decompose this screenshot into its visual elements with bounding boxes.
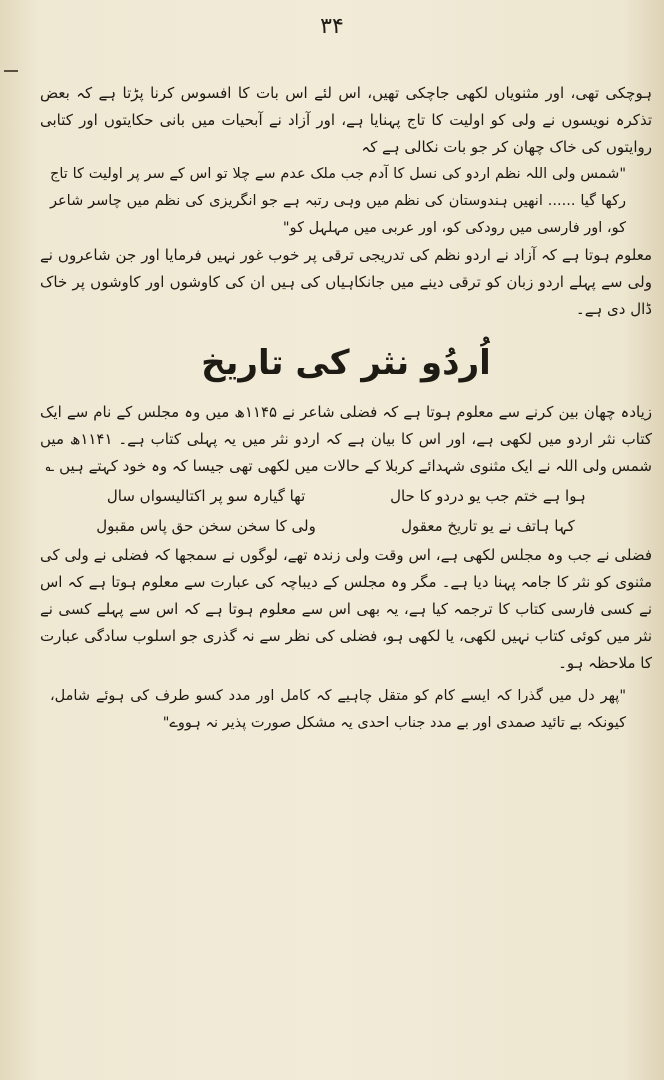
- quote-majlis: "پھر دل میں گذرا کہ ایسے کام کو متقل چاہیے کہ کامل اور مدد کسو طرف کی ہوئے شامل، کیونکہ بے تائید صمدی اور بے مدد جناب احدی یہ مشکل صورت پذیر نہ ہووے": [50, 688, 626, 731]
- margin-mark: [4, 70, 18, 72]
- verse-couplet-2: [40, 512, 652, 540]
- verse-line: کہا ہاتف نے یو تاریخ معقول: [401, 517, 575, 535]
- verse-couplet-1: [40, 482, 652, 510]
- section-heading: اُردُو نثر کی تاریخ: [201, 343, 491, 383]
- paragraph-fazli: زیادہ چھان بین کرنے سے معلوم ہوتا ہے کہ فضلی شاعر نے ۱۱۴۵ھ میں وہ مجلس کے نام سے ایک کتاب نثر اردو میں لکھی ہے، اور اس کا بیان ہے کہ اردو نثر میں یہ پہلی کتاب ہے۔ ۱۱۴۱ھ میں شمس ولی اللہ نے ایک مثنوی شہدائے کربلا کے حالات میں لکھی تھی جیسا کہ وہ خود کہتے ہیں ؎: [40, 403, 652, 475]
- verse-line: تھا گیارہ سو پر اکتالیسواں سال: [106, 487, 306, 505]
- paragraph-majlis: فضلی نے جب وہ مجلس لکھی ہے، اس وقت ولی زندہ تھے، لوگوں نے سمجھا کہ فضلی نے ولی کی مثنوی کو نثر کا جامہ پہنا دیا ہے۔ مگر وہ مجلس کے دیباچہ کی عبارت سے معلوم ہوتا ہے کہ اس نے کسی فارسی کتاب کا ترجمہ کیا ہے، یہ بھی اس سے معلوم ہوتا ہے کہ اس سے پہلے کسی نے نثر میں کوئی کتاب نہیں لکھی، یا لکھی ہو، فضلی کی نظر سے نہ گذری جو اسلوب سادگی عبارت کا ملاحظہ ہو۔: [40, 546, 652, 672]
- intro-paragraph: ہوچکی تھی، اور مثنویاں لکھی جاچکی تھیں، اس لئے اس بات کا افسوس کرنا پڑتا ہے کہ بعض تذکرہ نویسوں نے ولی کو اولیت کا تاج پہنایا ہے، اور آزاد نے آبحیات میں بانی حکایتوں اور کتابی روایتوں کی خاک چھان کر جو بات نکالی ہے کہ: [40, 84, 652, 156]
- paragraph-azad-critique: معلوم ہوتا ہے کہ آزاد نے اردو نظم کی تدریجی ترقی پر خوب غور نہیں فرمایا اور جن شاعروں نے ولی سے پہلے اردو زبان کو ترقی دینے میں جانکاہیاں کی ہیں ان کی کاوشوں اور کاوشوں پر خاک ڈال دی ہے۔: [40, 246, 652, 318]
- page-body: [40, 80, 652, 737]
- page-number: ۳۴: [320, 14, 344, 39]
- verse-line: ہوا ہے ختم جب یو دردو کا حال: [390, 487, 586, 505]
- quote-azad: "شمس ولی اللہ نظم اردو کی نسل کا آدم جب ملک عدم سے چلا تو اس کے سر پر اولیت کا تاج رکھا گیا ...... انھیں ہندوستان کی نظم میں وہی رتبہ ہے جو انگریزی کی نظم میں چاسر شاعر کو، اور فارسی میں رودکی کو، اور عربی میں مہلہل کو": [50, 166, 626, 236]
- verse-line: ولی کا سخن سخن حق پاس مقبول: [96, 517, 316, 535]
